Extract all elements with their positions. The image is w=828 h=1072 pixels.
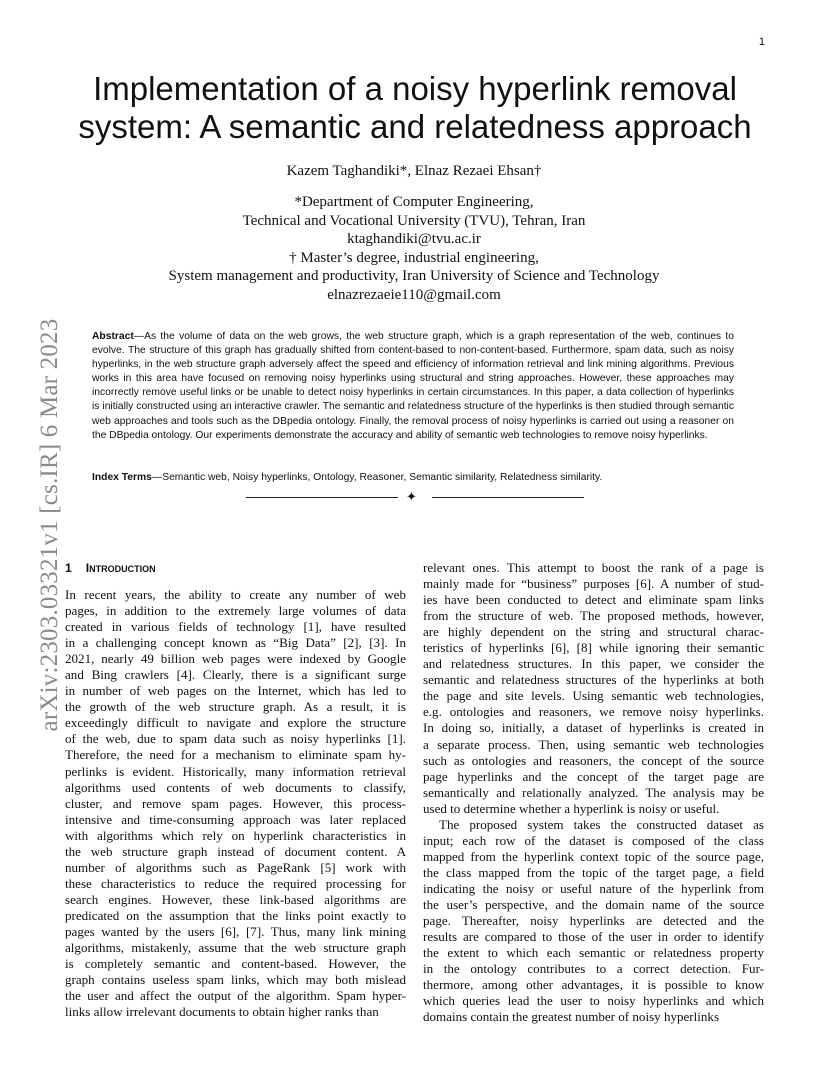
text-line: input; each row of the dataset is composed of the class xyxy=(423,832,764,848)
column-right-body xyxy=(423,560,764,1025)
text-line: and relatedness structures. In this paper, we consider the xyxy=(423,656,764,672)
arxiv-stamp: arXiv:2303.03321v1 [cs.IR] 6 Mar 2023 xyxy=(36,318,63,732)
abstract-text: —As the volume of data on the web grows, the web structure graph, which is a graph representation of the web, continues to evolve. The structure of this graph has gradually shifted from content-based to non-content-based. Furthermore, spam data, such as noisy hyperlinks, in the web structure graph adversely affect the speed and efficiency of information retrieval and link mining algorithms. Previous works in this area have focused on removing noisy hyperlinks using structural and string approaches. However, these approaches may incorrectly remove useful links or be unable to detect noisy hyperlinks in certain circumstances. In this paper, a data collection of hyperlinks is initially constructed using an interactive crawler. The semantic and relatedness structure of the hyperlinks is then studied through semantic web approaches and tools such as the DBpedia ontology. Finally, the removal process of noisy hyperlinks is carried out using a reasoner on the DBpedia ontology. Our experiments demonstrate the accuracy and ability of semantic web technologies to remove noisy hyperlinks. xyxy=(92,331,734,441)
text-line: In recent years, the ability to create any number of web xyxy=(65,587,406,602)
text-line: created in various fields of technology [1], have resulted xyxy=(65,619,406,635)
text-line: exceedingly difficult to navigate and explore the structure xyxy=(65,715,406,731)
text-line: The proposed system takes the constructed dataset as xyxy=(439,816,764,832)
affiliations xyxy=(0,193,828,305)
text-line: of the web, due to spam data such as noisy hyperlinks [1]. xyxy=(65,731,406,747)
text-line: domains contain the greatest number of noisy hyperlinks xyxy=(423,1009,720,1025)
text-line: is completely semantic and content-based. However, the xyxy=(65,956,406,972)
text-line: ies have been conducted to detect and eliminate spam links xyxy=(423,592,764,608)
text-line: 2021, nearly 49 billion web pages were indexed by Google xyxy=(65,651,406,667)
affiliation-line: † Master’s degree, industrial engineering, xyxy=(289,249,539,266)
column-right xyxy=(423,560,764,1025)
abstract xyxy=(92,330,734,443)
affiliation-line: System management and productivity, Iran University of Science and Technology xyxy=(168,268,660,285)
text-line: a separate process. Then, using semantic web technologies xyxy=(423,736,764,752)
text-line: results are compared to those of the user in order to identify xyxy=(423,929,764,945)
text-line: search engines. However, these link-based algorithms are xyxy=(65,891,406,907)
text-line: thermore, among other advantages, it is possible to know xyxy=(423,977,764,993)
text-line: are highly dependent on the string and structural charac- xyxy=(423,624,764,640)
affiliation-line: *Department of Computer Engineering, xyxy=(294,194,534,210)
text-line: e.g. ontologies and reasoners, we remove noisy hyperlinks. xyxy=(423,704,764,720)
text-line: mapped from the hyperlink context topic of the source page, xyxy=(423,848,764,864)
text-line: links allow irrelevant documents to obtain higher ranks than xyxy=(65,1004,379,1020)
text-line: indicating the noisy or useful nature of the hyperlink from xyxy=(423,880,764,896)
section-title: Introduction xyxy=(85,561,156,575)
text-line: cluster, and remove spam pages. However, this process- xyxy=(65,795,406,811)
text-line: such as ontologies and reasoners, the concept of the source xyxy=(423,752,764,768)
text-line: In doing so, initially, a dataset of hyperlinks is created in xyxy=(423,720,764,736)
text-line: which queries lead the user to noisy hyperlinks and which xyxy=(423,993,764,1009)
text-line: the growth of the web structure graph. As a result, it is xyxy=(65,699,406,715)
text-line: the extent to which each semantic or relatedness property xyxy=(423,945,764,961)
text-line: these characteristics to reduce the required processing for xyxy=(65,875,406,891)
text-line: page hyperlinks and the concept of the target page are xyxy=(423,768,764,784)
text-line: the web structure graph instead of document content. A xyxy=(65,843,406,859)
abstract-label: Abstract xyxy=(92,331,134,342)
title-line-1: Implementation of a noisy hyperlink removal xyxy=(93,70,737,107)
column-left xyxy=(65,560,406,1020)
section-heading xyxy=(65,560,406,576)
text-line: the user’s perspective, and the domain name of the source xyxy=(423,896,764,912)
text-line: teristics of hyperlinks [6], [8] while ignoring their semantic xyxy=(423,640,764,656)
text-line: mainly made for “business” purposes [6]. A number of stud- xyxy=(423,576,764,592)
text-line: algorithms used contents of web documents to classify, xyxy=(65,779,406,795)
index-terms-label: Index Terms xyxy=(92,472,152,483)
text-line: predicated on the assumption that the links point exactly to xyxy=(65,907,406,923)
title-line-2: system: A semantic and relatedness approach xyxy=(78,108,752,145)
text-line: and Bing crawlers [4]. Clearly, there is a significant surge xyxy=(65,667,406,683)
text-line: the class mapped from the topic of the target page, a field xyxy=(423,864,764,880)
text-line: perlinks is evident. Historically, many information retrieval xyxy=(65,763,406,779)
author-email: ktaghandiki@tvu.ac.ir xyxy=(347,231,481,248)
text-line: intensive and time-consuming approach was later replaced xyxy=(65,811,406,827)
text-line: in a challenging concept known as “Big Data” [2], [3]. In xyxy=(65,635,406,651)
text-line: used to determine whether a hyperlink is noisy or useful. xyxy=(423,800,720,816)
text-line: semantic and relatedness structures of the hyperlinks at both xyxy=(423,672,764,688)
index-terms xyxy=(92,471,734,485)
page-number: 1 xyxy=(758,36,765,48)
separator-line-right xyxy=(432,497,584,498)
authors: Kazem Taghandiki*, Elnaz Rezaei Ehsan† xyxy=(286,163,542,179)
index-terms-text: —Semantic web, Noisy hyperlinks, Ontology, Reasoner, Semantic similarity, Relatedness similarity. xyxy=(151,472,603,483)
text-line: semantically and relationally analyzed. The analysis may be xyxy=(423,784,764,800)
affiliation-line: Technical and Vocational University (TVU), Tehran, Iran xyxy=(242,212,586,229)
text-line: relevant ones. This attempt to boost the rank of a page is xyxy=(423,560,764,575)
text-line: algorithms, mistakenly, assume that the web structure graph xyxy=(65,940,406,956)
text-line: in number of web pages on the Internet, which has led to xyxy=(65,683,406,699)
separator-line-left xyxy=(246,497,398,498)
text-line: page. Thereafter, noisy hyperlinks are detected and the xyxy=(423,913,764,929)
text-line: from the structure of web. The proposed methods, however, xyxy=(423,608,764,624)
text-line: graph contains useless spam links, which may both mislead xyxy=(65,972,406,988)
text-line: in the ontology contributes to a correct detection. Fur- xyxy=(423,961,764,977)
paper-title xyxy=(60,70,770,146)
text-line: the user and affect the output of the algorithm. Spam hyper- xyxy=(65,988,406,1004)
author-email: elnazrezaeie110@gmail.com xyxy=(327,286,501,303)
text-line: pages, in addition to the extremely large volumes of data xyxy=(65,603,406,619)
text-line: the page and site levels. Using semantic web technologies, xyxy=(423,688,764,704)
separator-star-icon: ✦ xyxy=(406,489,417,504)
text-line: with algorithms which rely on hyperlink characteristics in xyxy=(65,827,406,843)
text-line: pages wanted by the users [6], [7]. Thus, many link mining xyxy=(65,923,406,939)
column-left-body xyxy=(65,587,406,1020)
text-line: number of algorithms such as PageRank [5] work with xyxy=(65,859,406,875)
section-number: 1 xyxy=(65,561,72,575)
text-line: Therefore, the need for a mechanism to eliminate spam hy- xyxy=(65,747,406,763)
